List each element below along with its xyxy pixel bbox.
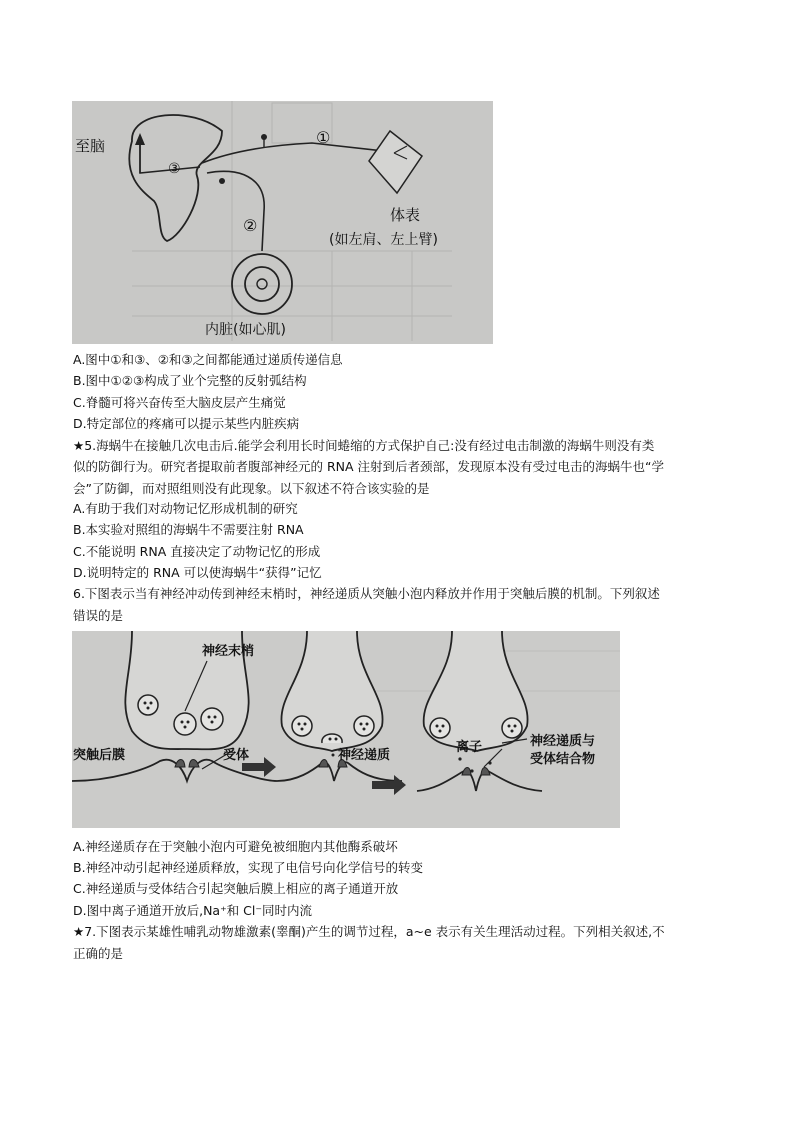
q5-option-b: B.本实验对照组的海蜗牛不需要注射 RNA: [73, 522, 304, 537]
q6-option-c: C.神经递质与受体结合引起突触后膜上相应的离子通道开放: [73, 881, 399, 896]
q6-stem-line1: 6.下图表示当有神经冲动传到神经末梢时，神经递质从突触小泡内释放并作用于突触后膜的机制。下列叙述: [73, 586, 660, 601]
reflex-arc-figure: [72, 101, 493, 344]
q5-stem-line3: 会”了防御，而对照组则没有此现象。以下叙述不符合该实验的是: [73, 481, 430, 496]
label-ion: 离子: [456, 740, 483, 755]
q4-option-c: C.脊髓可将兴奋传至大脑皮层产生痛觉: [73, 395, 286, 410]
q6-option-b: B.神经冲动引起神经递质释放，实现了电信号向化学信号的转变: [73, 860, 424, 875]
q5-stem-line1: ★5.海蜗牛在接触几次电击后.能学会利用长时间蜷缩的方式保护自己:没有经过电击制激的海蜗牛则没有类: [73, 438, 655, 453]
label-complex-line2: 受体结合物: [530, 752, 596, 767]
synapse-figure: [72, 631, 620, 828]
q7-stem-line1: ★7.下图表示某雄性哺乳动物雄激素(睾酮)产生的调节过程，a~e 表示有关生理活动过程。下列相关叙述,不: [73, 924, 665, 939]
synapse-diagram: [72, 631, 620, 828]
label-neuron-3: ③: [168, 161, 181, 177]
label-nerve-ending: 神经末梢: [202, 644, 255, 659]
q5-option-d: D.说明特定的 RNA 可以使海蜗牛“获得”记忆: [73, 565, 322, 580]
q7-stem-line2: 正确的是: [73, 946, 124, 961]
label-viscera: 内脏(如心肌): [205, 322, 286, 338]
q5-stem-line2: 似的防御行为。研究者提取前者腹部神经元的 RNA 注射到后者颈部，发现原本没有受过电击的海蜗牛也“学: [73, 459, 665, 474]
label-complex-line1: 神经递质与: [530, 734, 596, 749]
q5-option-a: A.有助于我们对动物记忆形成机制的研究: [73, 501, 298, 516]
q4-option-a: A.图中①和③、②和③之间都能通过递质传递信息: [73, 352, 343, 367]
label-neuron-1: ①: [316, 128, 331, 147]
label-neurotransmitter: 神经递质: [338, 748, 391, 763]
reflex-arc-diagram: [72, 101, 493, 344]
q6-option-d: D.图中离子通道开放后,Na⁺和 Cl⁻同时内流: [73, 903, 312, 918]
q4-option-b: B.图中①②③构成了业个完整的反射弧结构: [73, 373, 307, 388]
label-body-surface-example: (如左肩、左上臂): [329, 232, 438, 248]
label-body-surface: 体表: [390, 206, 421, 224]
label-neuron-2: ②: [243, 216, 258, 235]
label-receptor: 受体: [223, 748, 250, 763]
q6-stem-line2: 错误的是: [73, 608, 124, 623]
q5-option-c: C.不能说明 RNA 直接决定了动物记忆的形成: [73, 544, 321, 559]
label-to-brain: 至脑: [75, 137, 106, 155]
label-postsynaptic-membrane: 突触后膜: [73, 748, 126, 763]
q6-option-a: A.神经递质存在于突触小泡内可避免被细胞内其他酶系破坏: [73, 839, 398, 854]
q4-option-d: D.特定部位的疼痛可以提示某些内脏疾病: [73, 416, 300, 431]
